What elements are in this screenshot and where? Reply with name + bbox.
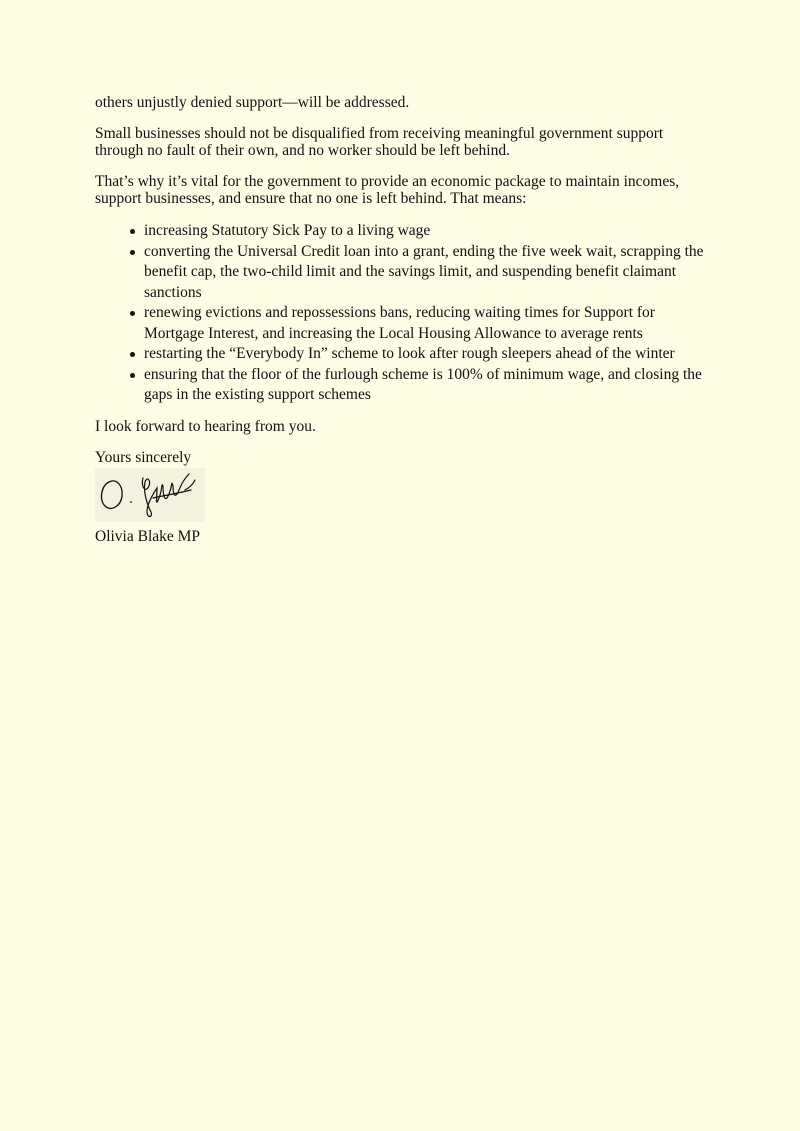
- paragraph-economic-package: That’s why it’s vital for the government to provide an economic package to maintain incomes, support businesses, and ensure that no one is left behind. That means:: [95, 173, 680, 207]
- paragraph-small-businesses: Small businesses should not be disqualified from receiving meaningful government support through no fault of their own, and no worker should be left behind.: [95, 125, 664, 159]
- list-item: increasing Statutory Sick Pay to a living wage: [144, 221, 710, 242]
- list-item: restarting the “Everybody In” scheme to look after rough sleepers ahead of the winter: [144, 344, 710, 365]
- demands-list: [95, 221, 710, 406]
- list-item: renewing evictions and repossessions bans, reducing waiting times for Support for Mortgage Interest, and increasing the Local Housing Allowance to average rents: [144, 303, 710, 344]
- signoff: Yours sincerely: [95, 448, 192, 466]
- closing-line: I look forward to hearing from you.: [95, 417, 316, 435]
- paragraph-continued: others unjustly denied support—will be addressed.: [95, 94, 410, 111]
- list-item: ensuring that the floor of the furlough scheme is 100% of minimum wage, and closing the gaps in the existing support schemes: [144, 365, 710, 406]
- handwritten-signature: [95, 468, 205, 522]
- letter-body: [95, 94, 710, 545]
- signer-name: Olivia Blake MP: [95, 527, 201, 545]
- list-item: converting the Universal Credit loan into a grant, ending the five week wait, scrapping the benefit cap, the two-child limit and the savings limit, and suspending benefit claimant sanctions: [144, 242, 710, 304]
